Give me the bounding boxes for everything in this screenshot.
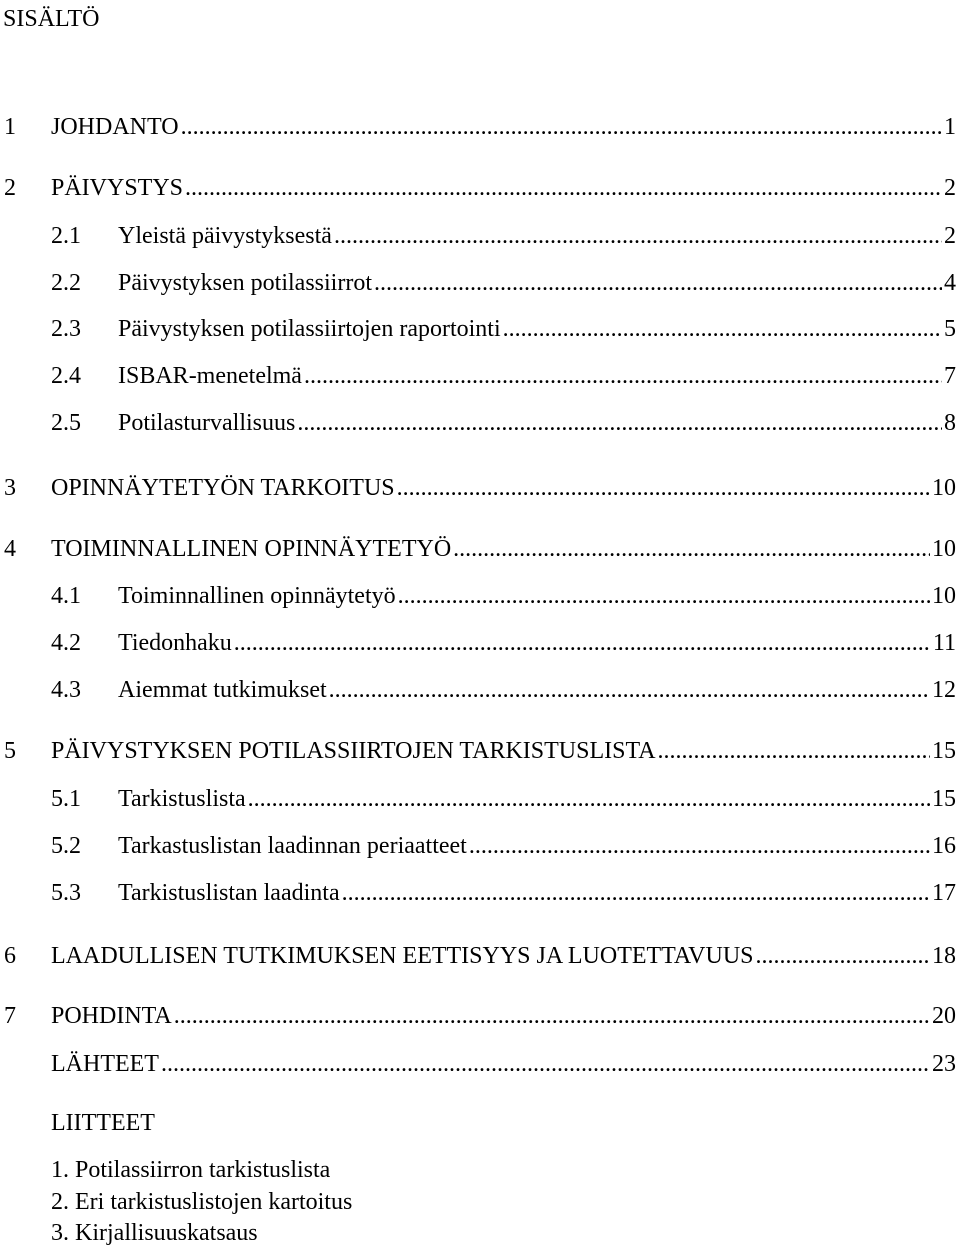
toc-entry-number: 5 [4, 738, 16, 764]
toc-entry[interactable] [0, 675, 960, 705]
dot-leader [297, 408, 942, 438]
toc-entry-title: OPINNÄYTETYÖN TARKOITUS [51, 475, 395, 501]
toc-entry-number: 2.3 [51, 316, 81, 342]
dot-leader [398, 581, 930, 611]
toc-entry-page: 18 [932, 943, 956, 969]
toc-entry-number: 6 [4, 943, 16, 969]
toc-entry[interactable] [0, 1001, 960, 1031]
toc-entry-title: Yleistä päivystyksestä [118, 223, 332, 249]
toc-entry[interactable] [0, 534, 960, 564]
toc-entry[interactable] [0, 581, 960, 611]
toc-entry-page: 16 [932, 833, 956, 859]
toc-entry-page: 23 [932, 1051, 956, 1077]
toc-entry-page: 17 [932, 880, 956, 906]
toc-entry-number: 5.2 [51, 833, 81, 859]
toc-entry-page: 11 [932, 630, 956, 656]
dot-leader [756, 941, 931, 971]
toc-entry-number: 3 [4, 475, 16, 501]
toc-entry-page: 5 [944, 316, 956, 342]
toc-entry-title: ISBAR-menetelmä [118, 363, 302, 389]
toc-entry[interactable] [0, 268, 960, 298]
dot-leader [334, 221, 942, 251]
toc-entry[interactable] [0, 736, 960, 766]
toc-entry[interactable] [0, 173, 960, 203]
toc-entry-title: Potilasturvallisuus [118, 410, 296, 436]
toc-entry-number: 4.3 [51, 677, 81, 703]
toc-entry-page: 2 [944, 223, 956, 249]
toc-entry-number: 2 [4, 175, 16, 201]
toc-entry-page: 15 [932, 786, 956, 812]
toc-entry-page: 15 [932, 738, 956, 764]
toc-entry-page: 20 [932, 1003, 956, 1029]
toc-entry-page: 1 [944, 114, 956, 140]
dot-leader [174, 1001, 930, 1031]
dot-leader [234, 628, 931, 658]
dot-leader [374, 268, 942, 298]
toc-entry[interactable] [0, 221, 960, 251]
toc-entry-title: POHDINTA [51, 1003, 172, 1029]
toc-entry-title: Tarkastuslistan laadinnan periaatteet [118, 833, 467, 859]
dot-leader [453, 534, 930, 564]
toc-entry-title: PÄIVYSTYKSEN POTILASSIIRTOJEN TARKISTUSLISTA [51, 738, 656, 764]
dot-leader [329, 675, 930, 705]
toc-entry-page: 2 [944, 175, 956, 201]
toc-entry-number: 2.4 [51, 363, 81, 389]
toc-entry[interactable] [0, 878, 960, 908]
toc-entry-page: 12 [932, 677, 956, 703]
toc-entry[interactable] [0, 1049, 960, 1079]
toc-entry-number: 2.1 [51, 223, 81, 249]
dot-leader [185, 173, 942, 203]
dot-leader [248, 784, 930, 814]
toc-entry-title: Päivystyksen potilassiirrot [118, 270, 372, 296]
toc-entry-number: 7 [4, 1003, 16, 1029]
toc-entry-title: Tarkistuslista [118, 786, 246, 812]
toc-entry[interactable] [0, 112, 960, 142]
dot-leader [503, 314, 942, 344]
toc-entry-title: TOIMINNALLINEN OPINNÄYTETYÖ [51, 536, 452, 562]
toc-entry-number: 4 [4, 536, 16, 562]
toc-entry-title: LAADULLISEN TUTKIMUKSEN EETTISYYS JA LUOTETTAVUUS [51, 943, 754, 969]
dot-leader [304, 361, 942, 391]
page-heading: SISÄLTÖ [3, 6, 100, 32]
toc-entry[interactable] [0, 628, 960, 658]
toc-entry-number: 2.2 [51, 270, 81, 296]
toc-entry[interactable] [0, 314, 960, 344]
dot-leader [397, 473, 930, 503]
toc-entry-page: 10 [932, 583, 956, 609]
toc-entry-page: 7 [944, 363, 956, 389]
dot-leader [181, 112, 942, 142]
appendices-heading: LIITTEET [51, 1110, 155, 1136]
toc-entry-number: 4.2 [51, 630, 81, 656]
toc-entry-number: 1 [4, 114, 16, 140]
toc-entry-title: Toiminnallinen opinnäytetyö [118, 583, 396, 609]
dot-leader [161, 1049, 930, 1079]
toc-entry-title: Tarkistuslistan laadinta [118, 880, 340, 906]
toc-entry[interactable] [0, 831, 960, 861]
dot-leader [658, 736, 930, 766]
toc-entry[interactable] [0, 784, 960, 814]
toc-entry-number: 2.5 [51, 410, 81, 436]
dot-leader [469, 831, 930, 861]
toc-entry-page: 10 [932, 536, 956, 562]
appendix-item: 3. Kirjallisuuskatsaus [51, 1220, 258, 1246]
toc-entry-number: 4.1 [51, 583, 81, 609]
toc-entry-page: 10 [932, 475, 956, 501]
toc-entry-title: Aiemmat tutkimukset [118, 677, 327, 703]
toc-entry-page: 8 [944, 410, 956, 436]
toc-entry[interactable] [0, 941, 960, 971]
toc-entry-number: 5.1 [51, 786, 81, 812]
toc-entry[interactable] [0, 361, 960, 391]
toc-entry-title: PÄIVYSTYS [51, 175, 184, 201]
toc-entry-title: LÄHTEET [51, 1051, 159, 1077]
toc-entry[interactable] [0, 408, 960, 438]
toc-entry[interactable] [0, 473, 960, 503]
dot-leader [342, 878, 930, 908]
toc-entry-page: 4 [944, 270, 956, 296]
toc-entry-number: 5.3 [51, 880, 81, 906]
toc-entry-title: JOHDANTO [51, 114, 179, 140]
toc-entry-title: Päivystyksen potilassiirtojen raportointi [118, 316, 501, 342]
toc-entry-title: Tiedonhaku [118, 630, 232, 656]
appendix-item: 2. Eri tarkistuslistojen kartoitus [51, 1189, 353, 1215]
appendix-item: 1. Potilassiirron tarkistuslista [51, 1157, 331, 1183]
